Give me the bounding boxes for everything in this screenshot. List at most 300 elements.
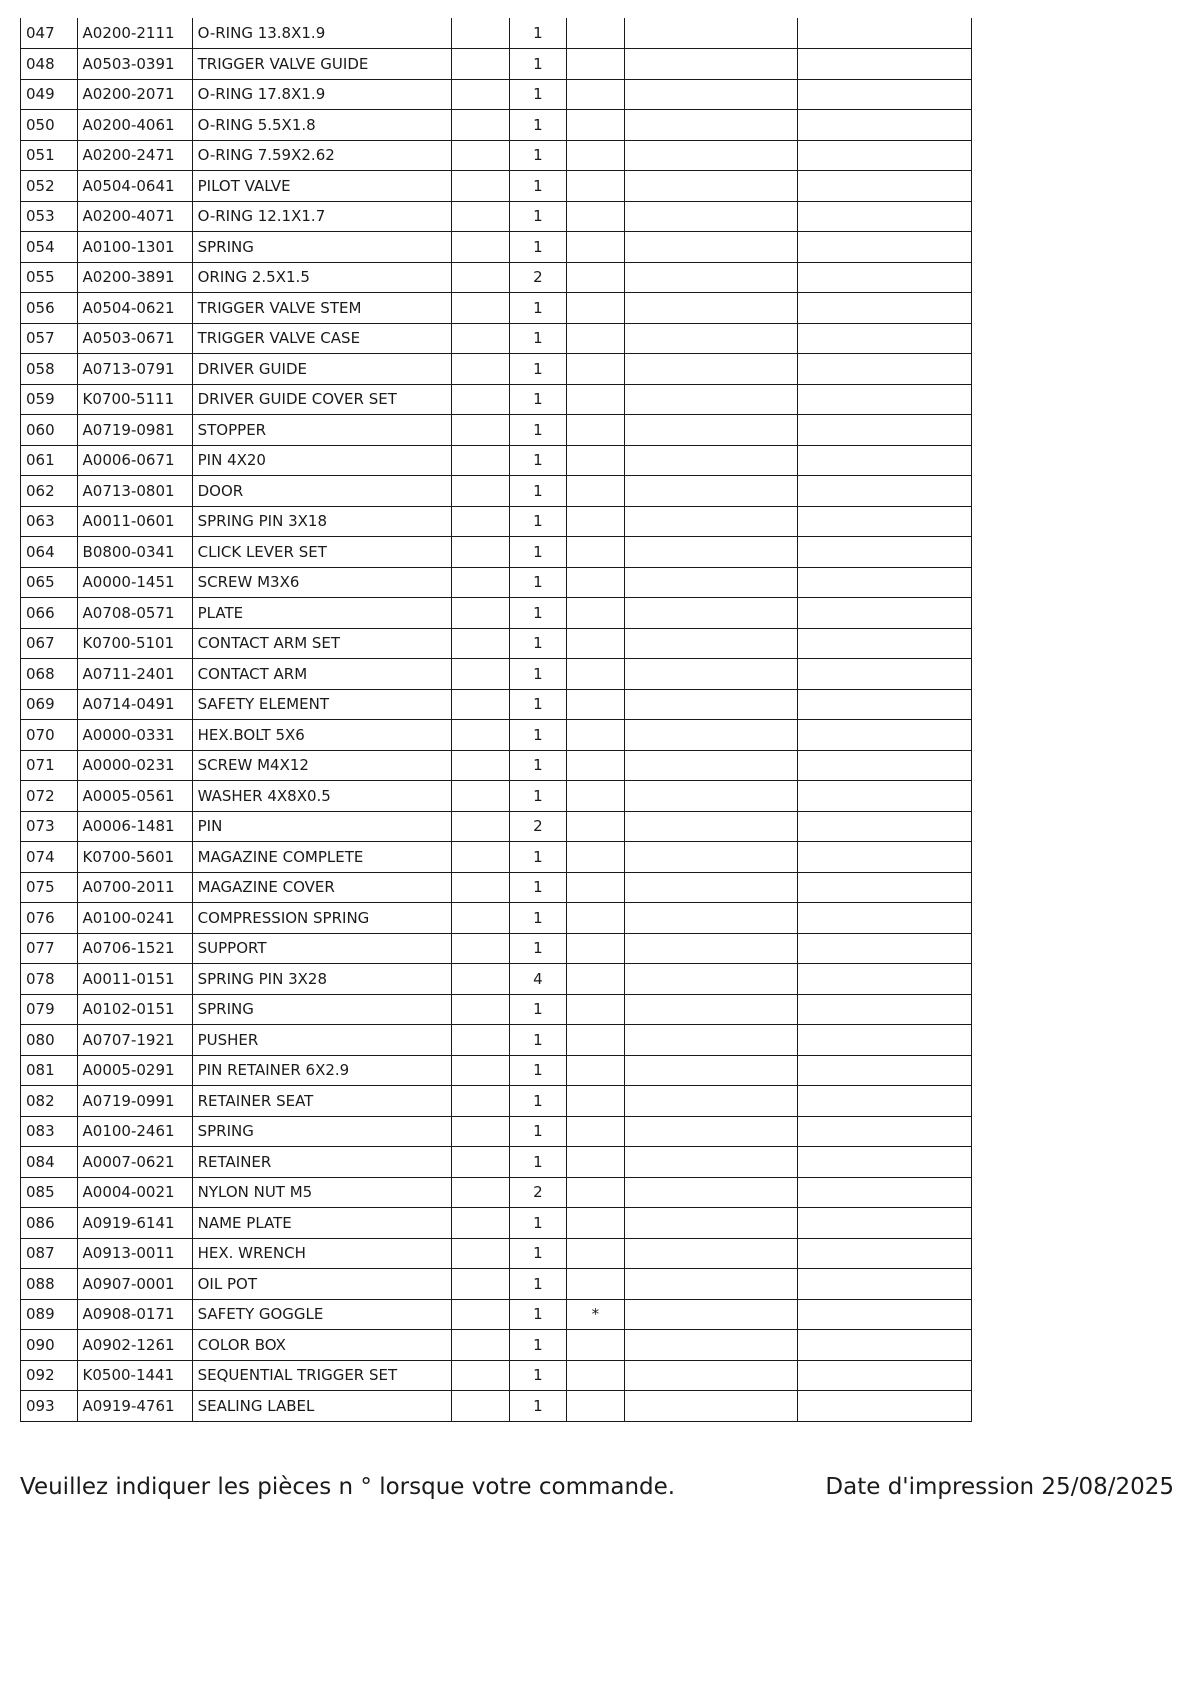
- blank-cell: [624, 1269, 798, 1300]
- mark-cell: [567, 1238, 625, 1269]
- blank-cell: [798, 659, 972, 690]
- quantity-cell: 1: [509, 1391, 567, 1422]
- reference-cell: A0713-0801: [77, 476, 192, 507]
- description-cell: OIL POT: [192, 1269, 451, 1300]
- quantity-cell: 1: [509, 110, 567, 141]
- mark-cell: [567, 689, 625, 720]
- description-cell: WASHER 4X8X0.5: [192, 781, 451, 812]
- blank-cell: [624, 872, 798, 903]
- quantity-cell: 1: [509, 720, 567, 751]
- quantity-cell: 2: [509, 1177, 567, 1208]
- reference-cell: A0708-0571: [77, 598, 192, 629]
- blank-cell: [798, 1330, 972, 1361]
- quantity-cell: 1: [509, 1299, 567, 1330]
- description-cell: PILOT VALVE: [192, 171, 451, 202]
- description-cell: COMPRESSION SPRING: [192, 903, 451, 934]
- description-cell: HEX.BOLT 5X6: [192, 720, 451, 751]
- mark-cell: [567, 415, 625, 446]
- blank-cell: [452, 323, 510, 354]
- blank-cell: [798, 903, 972, 934]
- blank-cell: [624, 18, 798, 49]
- blank-cell: [452, 842, 510, 873]
- description-cell: PIN RETAINER 6X2.9: [192, 1055, 451, 1086]
- mark-cell: [567, 1360, 625, 1391]
- blank-cell: [798, 1086, 972, 1117]
- blank-cell: [452, 903, 510, 934]
- reference-cell: K0700-5101: [77, 628, 192, 659]
- print-date: Date d'impression 25/08/2025: [825, 1474, 1174, 1500]
- part-number-cell: 092: [21, 1360, 78, 1391]
- blank-cell: [624, 293, 798, 324]
- description-cell: MAGAZINE COVER: [192, 872, 451, 903]
- quantity-cell: 1: [509, 201, 567, 232]
- mark-cell: [567, 232, 625, 263]
- part-number-cell: 088: [21, 1269, 78, 1300]
- table-row: [21, 750, 972, 781]
- description-cell: SPRING: [192, 1116, 451, 1147]
- reference-cell: A0006-0671: [77, 445, 192, 476]
- table-row: [21, 537, 972, 568]
- table-row: [21, 1055, 972, 1086]
- blank-cell: [798, 537, 972, 568]
- mark-cell: [567, 1269, 625, 1300]
- mark-cell: [567, 49, 625, 80]
- mark-cell: [567, 1055, 625, 1086]
- table-row: [21, 720, 972, 751]
- part-number-cell: 057: [21, 323, 78, 354]
- table-row: [21, 110, 972, 141]
- description-cell: NYLON NUT M5: [192, 1177, 451, 1208]
- table-row: [21, 79, 972, 110]
- blank-cell: [624, 720, 798, 751]
- reference-cell: A0503-0671: [77, 323, 192, 354]
- blank-cell: [624, 506, 798, 537]
- quantity-cell: 1: [509, 628, 567, 659]
- mark-cell: *: [567, 1299, 625, 1330]
- description-cell: O-RING 17.8X1.9: [192, 79, 451, 110]
- blank-cell: [624, 1055, 798, 1086]
- blank-cell: [452, 1055, 510, 1086]
- part-number-cell: 090: [21, 1330, 78, 1361]
- blank-cell: [452, 720, 510, 751]
- mark-cell: [567, 720, 625, 751]
- table-row: [21, 506, 972, 537]
- table-row: [21, 1299, 972, 1330]
- table-row: [21, 1330, 972, 1361]
- part-number-cell: 067: [21, 628, 78, 659]
- reference-cell: A0711-2401: [77, 659, 192, 690]
- table-row: [21, 49, 972, 80]
- mark-cell: [567, 293, 625, 324]
- quantity-cell: 1: [509, 445, 567, 476]
- table-row: [21, 201, 972, 232]
- part-number-cell: 085: [21, 1177, 78, 1208]
- table-row: [21, 933, 972, 964]
- blank-cell: [798, 110, 972, 141]
- description-cell: SAFETY ELEMENT: [192, 689, 451, 720]
- blank-cell: [798, 354, 972, 385]
- blank-cell: [452, 18, 510, 49]
- blank-cell: [452, 1147, 510, 1178]
- table-row: [21, 293, 972, 324]
- blank-cell: [452, 1086, 510, 1117]
- description-cell: SAFETY GOGGLE: [192, 1299, 451, 1330]
- mark-cell: [567, 750, 625, 781]
- quantity-cell: 1: [509, 232, 567, 263]
- description-cell: CLICK LEVER SET: [192, 537, 451, 568]
- mark-cell: [567, 537, 625, 568]
- mark-cell: [567, 354, 625, 385]
- quantity-cell: 1: [509, 1116, 567, 1147]
- description-cell: SEALING LABEL: [192, 1391, 451, 1422]
- blank-cell: [798, 781, 972, 812]
- table-row: [21, 598, 972, 629]
- mark-cell: [567, 781, 625, 812]
- mark-cell: [567, 933, 625, 964]
- blank-cell: [798, 415, 972, 446]
- mark-cell: [567, 598, 625, 629]
- reference-cell: A0504-0641: [77, 171, 192, 202]
- mark-cell: [567, 1208, 625, 1239]
- description-cell: SPRING PIN 3X18: [192, 506, 451, 537]
- table-row: [21, 628, 972, 659]
- reference-cell: A0919-4761: [77, 1391, 192, 1422]
- table-row: [21, 1208, 972, 1239]
- reference-cell: A0102-0151: [77, 994, 192, 1025]
- part-number-cell: 061: [21, 445, 78, 476]
- part-number-cell: 069: [21, 689, 78, 720]
- table-row: [21, 384, 972, 415]
- blank-cell: [624, 140, 798, 171]
- reference-cell: A0200-4061: [77, 110, 192, 141]
- quantity-cell: 1: [509, 49, 567, 80]
- reference-cell: A0004-0021: [77, 1177, 192, 1208]
- blank-cell: [452, 1238, 510, 1269]
- part-number-cell: 064: [21, 537, 78, 568]
- mark-cell: [567, 628, 625, 659]
- table-row: [21, 964, 972, 995]
- blank-cell: [798, 79, 972, 110]
- mark-cell: [567, 964, 625, 995]
- reference-cell: K0700-5601: [77, 842, 192, 873]
- table-row: [21, 1391, 972, 1422]
- table-row: [21, 1177, 972, 1208]
- part-number-cell: 078: [21, 964, 78, 995]
- blank-cell: [452, 964, 510, 995]
- blank-cell: [624, 201, 798, 232]
- description-cell: SPRING PIN 3X28: [192, 964, 451, 995]
- blank-cell: [624, 1391, 798, 1422]
- blank-cell: [798, 872, 972, 903]
- mark-cell: [567, 140, 625, 171]
- table-row: [21, 262, 972, 293]
- blank-cell: [452, 689, 510, 720]
- description-cell: PLATE: [192, 598, 451, 629]
- table-row: [21, 994, 972, 1025]
- blank-cell: [624, 750, 798, 781]
- part-number-cell: 075: [21, 872, 78, 903]
- part-number-cell: 055: [21, 262, 78, 293]
- description-cell: SUPPORT: [192, 933, 451, 964]
- mark-cell: [567, 1116, 625, 1147]
- part-number-cell: 054: [21, 232, 78, 263]
- reference-cell: A0200-2111: [77, 18, 192, 49]
- blank-cell: [452, 1299, 510, 1330]
- blank-cell: [798, 1025, 972, 1056]
- quantity-cell: 1: [509, 384, 567, 415]
- blank-cell: [452, 994, 510, 1025]
- blank-cell: [798, 628, 972, 659]
- part-number-cell: 063: [21, 506, 78, 537]
- part-number-cell: 058: [21, 354, 78, 385]
- order-instruction-note: Veuillez indiquer les pièces n ° lorsque votre commande.: [20, 1474, 676, 1500]
- table-row: [21, 842, 972, 873]
- quantity-cell: 1: [509, 1208, 567, 1239]
- blank-cell: [798, 598, 972, 629]
- reference-cell: A0100-1301: [77, 232, 192, 263]
- part-number-cell: 079: [21, 994, 78, 1025]
- quantity-cell: 2: [509, 811, 567, 842]
- reference-cell: A0011-0151: [77, 964, 192, 995]
- quantity-cell: 1: [509, 659, 567, 690]
- description-cell: TRIGGER VALVE CASE: [192, 323, 451, 354]
- mark-cell: [567, 1147, 625, 1178]
- quantity-cell: 1: [509, 598, 567, 629]
- quantity-cell: 1: [509, 506, 567, 537]
- reference-cell: A0907-0001: [77, 1269, 192, 1300]
- blank-cell: [798, 262, 972, 293]
- blank-cell: [452, 933, 510, 964]
- part-number-cell: 048: [21, 49, 78, 80]
- quantity-cell: 1: [509, 1025, 567, 1056]
- quantity-cell: 1: [509, 1330, 567, 1361]
- blank-cell: [452, 79, 510, 110]
- blank-cell: [624, 903, 798, 934]
- description-cell: RETAINER SEAT: [192, 1086, 451, 1117]
- reference-cell: A0504-0621: [77, 293, 192, 324]
- mark-cell: [567, 262, 625, 293]
- part-number-cell: 073: [21, 811, 78, 842]
- reference-cell: A0706-1521: [77, 933, 192, 964]
- blank-cell: [798, 1238, 972, 1269]
- mark-cell: [567, 994, 625, 1025]
- mark-cell: [567, 1025, 625, 1056]
- table-row: [21, 354, 972, 385]
- blank-cell: [798, 1055, 972, 1086]
- table-row: [21, 140, 972, 171]
- description-cell: O-RING 12.1X1.7: [192, 201, 451, 232]
- reference-cell: A0503-0391: [77, 49, 192, 80]
- description-cell: O-RING 5.5X1.8: [192, 110, 451, 141]
- blank-cell: [798, 1177, 972, 1208]
- blank-cell: [624, 354, 798, 385]
- reference-cell: A0006-1481: [77, 811, 192, 842]
- blank-cell: [452, 567, 510, 598]
- mark-cell: [567, 872, 625, 903]
- part-number-cell: 072: [21, 781, 78, 812]
- quantity-cell: 1: [509, 1055, 567, 1086]
- parts-table-body: [21, 18, 972, 1421]
- table-row: [21, 232, 972, 263]
- part-number-cell: 080: [21, 1025, 78, 1056]
- quantity-cell: 1: [509, 842, 567, 873]
- blank-cell: [624, 79, 798, 110]
- table-row: [21, 476, 972, 507]
- reference-cell: A0707-1921: [77, 1025, 192, 1056]
- description-cell: DRIVER GUIDE COVER SET: [192, 384, 451, 415]
- part-number-cell: 077: [21, 933, 78, 964]
- blank-cell: [452, 1208, 510, 1239]
- description-cell: SCREW M4X12: [192, 750, 451, 781]
- table-row: [21, 903, 972, 934]
- part-number-cell: 060: [21, 415, 78, 446]
- description-cell: NAME PLATE: [192, 1208, 451, 1239]
- table-row: [21, 689, 972, 720]
- description-cell: O-RING 13.8X1.9: [192, 18, 451, 49]
- blank-cell: [624, 1147, 798, 1178]
- blank-cell: [798, 1116, 972, 1147]
- mark-cell: [567, 476, 625, 507]
- blank-cell: [624, 171, 798, 202]
- part-number-cell: 087: [21, 1238, 78, 1269]
- table-row: [21, 567, 972, 598]
- description-cell: CONTACT ARM: [192, 659, 451, 690]
- blank-cell: [798, 18, 972, 49]
- part-number-cell: 059: [21, 384, 78, 415]
- table-row: [21, 18, 972, 49]
- blank-cell: [452, 598, 510, 629]
- blank-cell: [452, 1391, 510, 1422]
- part-number-cell: 053: [21, 201, 78, 232]
- blank-cell: [452, 1116, 510, 1147]
- blank-cell: [624, 1177, 798, 1208]
- blank-cell: [452, 537, 510, 568]
- blank-cell: [452, 171, 510, 202]
- quantity-cell: 4: [509, 964, 567, 995]
- blank-cell: [624, 1299, 798, 1330]
- blank-cell: [452, 1269, 510, 1300]
- quantity-cell: 2: [509, 262, 567, 293]
- table-row: [21, 781, 972, 812]
- reference-cell: A0908-0171: [77, 1299, 192, 1330]
- blank-cell: [798, 933, 972, 964]
- blank-cell: [452, 506, 510, 537]
- blank-cell: [452, 1025, 510, 1056]
- reference-cell: A0719-0981: [77, 415, 192, 446]
- table-row: [21, 1147, 972, 1178]
- blank-cell: [624, 110, 798, 141]
- part-number-cell: 076: [21, 903, 78, 934]
- blank-cell: [624, 933, 798, 964]
- blank-cell: [798, 293, 972, 324]
- description-cell: SEQUENTIAL TRIGGER SET: [192, 1360, 451, 1391]
- mark-cell: [567, 1330, 625, 1361]
- quantity-cell: 1: [509, 933, 567, 964]
- quantity-cell: 1: [509, 140, 567, 171]
- blank-cell: [798, 994, 972, 1025]
- blank-cell: [798, 1360, 972, 1391]
- reference-cell: A0005-0291: [77, 1055, 192, 1086]
- blank-cell: [798, 49, 972, 80]
- part-number-cell: 049: [21, 79, 78, 110]
- blank-cell: [624, 598, 798, 629]
- description-cell: TRIGGER VALVE STEM: [192, 293, 451, 324]
- blank-cell: [624, 628, 798, 659]
- quantity-cell: 1: [509, 994, 567, 1025]
- mark-cell: [567, 567, 625, 598]
- reference-cell: A0700-2011: [77, 872, 192, 903]
- mark-cell: [567, 201, 625, 232]
- blank-cell: [798, 140, 972, 171]
- description-cell: SCREW M3X6: [192, 567, 451, 598]
- blank-cell: [452, 110, 510, 141]
- reference-cell: A0714-0491: [77, 689, 192, 720]
- blank-cell: [798, 750, 972, 781]
- blank-cell: [798, 1147, 972, 1178]
- reference-cell: A0200-3891: [77, 262, 192, 293]
- blank-cell: [624, 1086, 798, 1117]
- quantity-cell: 1: [509, 79, 567, 110]
- blank-cell: [798, 232, 972, 263]
- mark-cell: [567, 323, 625, 354]
- blank-cell: [798, 384, 972, 415]
- blank-cell: [452, 262, 510, 293]
- blank-cell: [798, 323, 972, 354]
- part-number-cell: 081: [21, 1055, 78, 1086]
- part-number-cell: 047: [21, 18, 78, 49]
- quantity-cell: 1: [509, 537, 567, 568]
- mark-cell: [567, 18, 625, 49]
- part-number-cell: 074: [21, 842, 78, 873]
- blank-cell: [624, 1330, 798, 1361]
- part-number-cell: 051: [21, 140, 78, 171]
- mark-cell: [567, 171, 625, 202]
- blank-cell: [452, 872, 510, 903]
- blank-cell: [452, 1360, 510, 1391]
- blank-cell: [624, 1208, 798, 1239]
- description-cell: O-RING 7.59X2.62: [192, 140, 451, 171]
- part-number-cell: 062: [21, 476, 78, 507]
- blank-cell: [624, 49, 798, 80]
- blank-cell: [624, 445, 798, 476]
- quantity-cell: 1: [509, 323, 567, 354]
- description-cell: DOOR: [192, 476, 451, 507]
- blank-cell: [798, 476, 972, 507]
- blank-cell: [452, 293, 510, 324]
- blank-cell: [452, 659, 510, 690]
- blank-cell: [798, 506, 972, 537]
- description-cell: COLOR BOX: [192, 1330, 451, 1361]
- part-number-cell: 070: [21, 720, 78, 751]
- reference-cell: A0011-0601: [77, 506, 192, 537]
- table-row: [21, 1238, 972, 1269]
- blank-cell: [798, 171, 972, 202]
- blank-cell: [624, 1238, 798, 1269]
- blank-cell: [624, 659, 798, 690]
- blank-cell: [452, 232, 510, 263]
- blank-cell: [798, 811, 972, 842]
- blank-cell: [798, 1208, 972, 1239]
- quantity-cell: 1: [509, 293, 567, 324]
- blank-cell: [624, 232, 798, 263]
- reference-cell: A0902-1261: [77, 1330, 192, 1361]
- blank-cell: [624, 323, 798, 354]
- table-row: [21, 811, 972, 842]
- mark-cell: [567, 659, 625, 690]
- mark-cell: [567, 1086, 625, 1117]
- part-number-cell: 056: [21, 293, 78, 324]
- description-cell: PUSHER: [192, 1025, 451, 1056]
